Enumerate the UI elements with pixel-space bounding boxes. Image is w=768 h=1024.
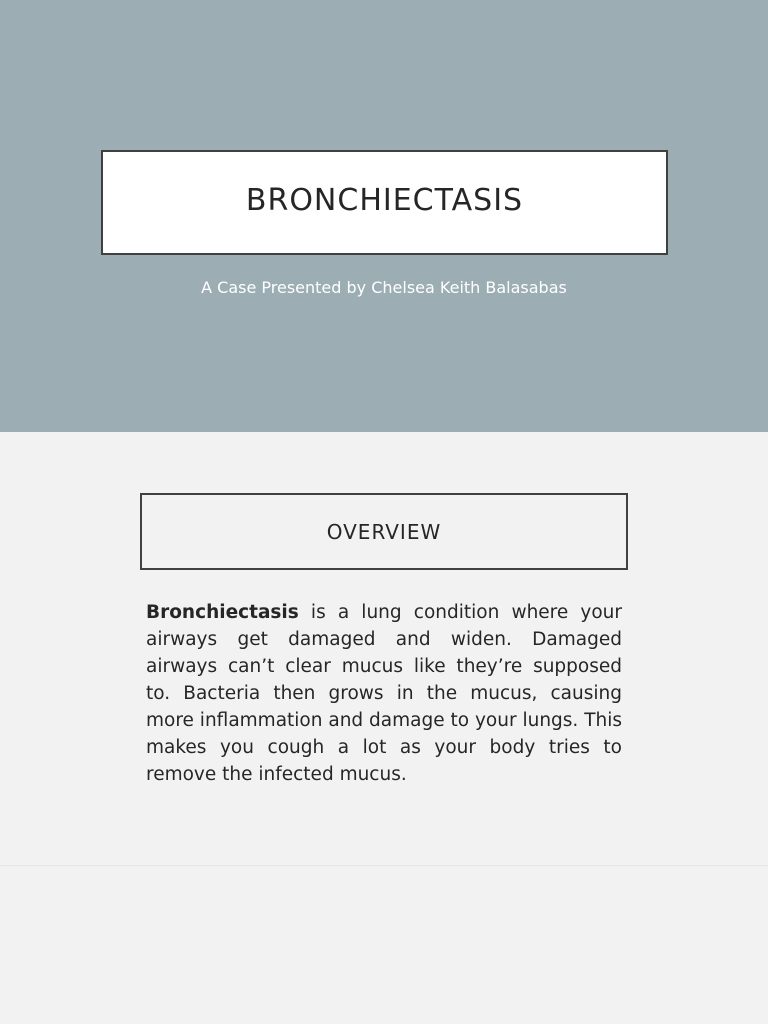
overview-body-term: Bronchiectasis	[146, 602, 299, 623]
slide-title: BRONCHIECTASIS	[245, 183, 524, 218]
title-slide	[0, 0, 768, 432]
title-box	[101, 150, 668, 255]
overview-body-text: is a lung condition where your airways get damaged and widen. Damaged airways can’t clear mucus like they’re supposed to. Bacteria then grows in the mucus, causing more inflammation and damage to your lungs. This makes you cough a lot as your body tries to remove the infected mucus.	[146, 602, 622, 785]
overview-slide	[0, 432, 768, 865]
slide-subtitle: A Case Presented by Chelsea Keith Balasabas	[201, 278, 567, 297]
overview-heading: OVERVIEW	[326, 519, 442, 544]
overview-body	[146, 599, 622, 788]
next-slide-partial	[0, 866, 768, 1024]
overview-heading-box	[140, 493, 628, 570]
